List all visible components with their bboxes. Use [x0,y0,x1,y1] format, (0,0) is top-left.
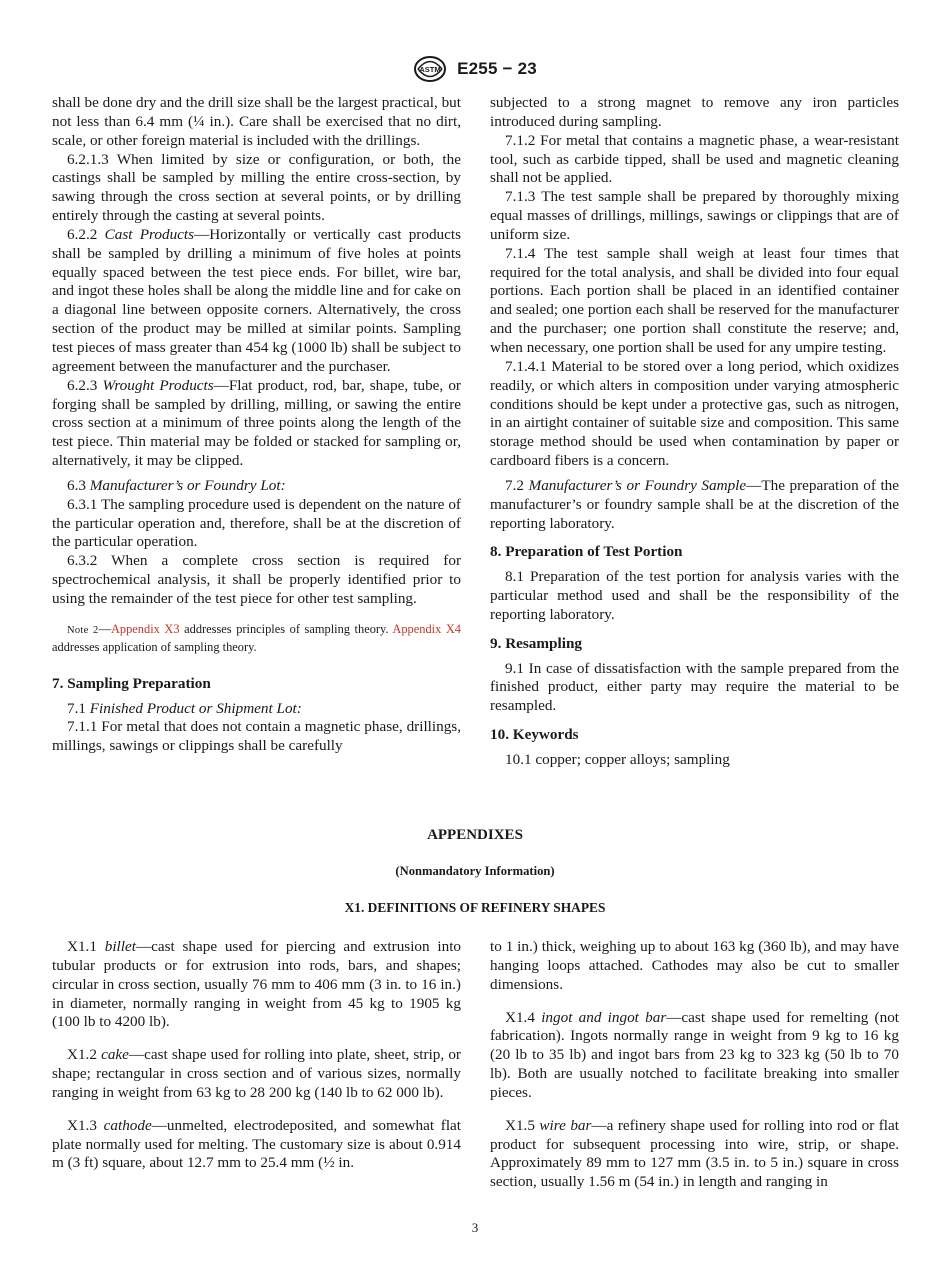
appendix-x3-link[interactable]: Appendix X3 [110,621,180,636]
paragraph-7-1-4: 7.1.4 The test sample shall weigh at least four times that required for the total analysis, and shall be divided into four equal portions. Each portion shall be placed in an identified container and sealed; one portion each shall be reserved for the manufacturer and the purchaser; one portion shall constitute the reserve; and, when necessary, one portion shall be used for any umpire testing. [490,244,899,356]
definition-x1-1: X1.1 billet—cast shape used for piercing and extrusion into tubular products or for extrusion into rods, bars, and shapes; circular in cross section, usually 76 mm to 406 mm (3 in. to 16 in.) in diameter, normally ranging in weight from 45 kg to 1905 kg (100 lb to 4200 lb). [52,938,462,1031]
paragraph-8-1: 8.1 Preparation of the test portion for analysis varies with the particular method used and shall be the responsibility of the reporting laboratory. [490,568,899,623]
paragraph-6-3-1: 6.3.1 The sampling procedure used is dependent on the nature of the particular operation and, therefore, shall be at the discretion of the particular operation. [52,495,461,551]
section-7-heading: 7. Sampling Preparation [52,674,211,692]
document-designation: E255 − 23 [457,59,537,78]
paragraph-6-3-2: 6.3.2 When a complete cross section is required for spectrochemical analysis, it shall be properly identified prior to using the remainder of the test piece for other test sampling. [52,552,461,607]
section-8-heading: 8. Preparation of Test Portion [490,543,683,561]
appendix-right-column [490,938,899,1192]
paragraph-6-2-1-3: 6.2.1.3 When limited by size or configuration, or both, the castings shall be sampled by milling the entire cross-section, by sawing through the cross section at several points, or by drilling entirely through the casting at several points. [52,150,461,225]
definition-x1-4: X1.4 ingot and ingot bar—cast shape used for remelting (not fabrication). Ingots normally range in weight from 9 kg to 16 kg (20 lb to 35 lb) and ingot bars from 23 kg to 323 kg (50 lb to 70 lb). Both are usually notched to facilitate breaking into smaller pieces. [490,1008,900,1101]
definition-x1-3: X1.3 cathode—unmelted, electrodeposited, and somewhat flat plate normally used for melting. The customary size is about 0.914 m (3 ft) square, about 12.7 mm to 25.4 mm (½ in. [52,1116,461,1172]
appendix-x4-link[interactable]: Appendix X4 [392,621,461,636]
paragraph: subjected to a strong magnet to remove any iron particles introduced during sampling. [490,94,899,130]
paragraph-7-1-3: 7.1.3 The test sample shall be prepared by thoroughly mixing equal masses of drillings, millings, sawings or clippings that are of uniform size. [490,188,899,243]
astm-logo-icon [413,56,447,82]
right-column [490,94,899,770]
paragraph-10-1: 10.1 copper; copper alloys; sampling [505,751,730,768]
paragraph-7-1-2: 7.1.2 For metal that contains a magnetic phase, a wear-resistant tool, such as carbide tipped, shall be used and magnetic cleaning shall not be applied. [490,131,899,187]
definition-x1-3-continued: to 1 in.) thick, weighing up to about 163 kg (360 lb), and may have hanging loops attached. Cathodes may also be cut to smaller dimensions. [490,938,899,993]
paragraph-7-1: 7.1 Finished Product or Shipment Lot: [67,699,302,717]
paragraph-6-2-3: 6.2.3 Wrought Products—Flat product, rod, bar, shape, tube, or forging shall be sampled by drilling, milling, or sawing the entire cross section at a minimum of three points along the length of the test piece. Thin material may be folded or stacked for sampling or, alternatively, it may be clipped. [52,376,461,470]
paragraph-7-2: 7.2 Manufacturer’s or Foundry Sample—The preparation of the manufacturer’s or foundry sample shall be at the discretion of the reporting laboratory. [490,476,900,532]
x1-heading: X1. DEFINITIONS OF REFINERY SHAPES [344,900,606,915]
paragraph-9-1: 9.1 In case of dissatisfaction with the sample prepared from the finished product, either party may require the material to be resampled. [490,659,899,715]
paragraph: shall be done dry and the drill size shall be the largest practical, but not less than 6.4 mm (¼ in.). Care shall be exercised that no dirt, scale, or other foreign material is included with the drillings. [52,94,461,149]
appendixes-title: APPENDIXES [427,827,523,843]
definition-x1-2: X1.2 cake—cast shape used for rolling into plate, sheet, strip, or shape; rectangular in cross section and of various sizes, normally ranging in weight from 63 kg to 28 200 kg (140 lb to 62 000 lb). [52,1046,461,1101]
section-10-heading: 10. Keywords [490,726,579,744]
page-number: 3 [471,1220,479,1235]
logo-text: ASTM [419,65,441,74]
definition-x1-5: X1.5 wire bar—a refinery shape used for rolling into rod or flat product for subsequent processing into wire, strip, or shape. Approximately 89 mm to 127 mm (3.5 in. to 5 in.) square in cross section, usually 1.56 m (54 in.) in length and ranging in [490,1116,899,1191]
paragraph-6-2-2: 6.2.2 Cast Products—Horizontally or vertically cast products shall be sampled by drilling a minimum of five holes at points equally spaced between the test piece ends. For billet, wire bar, and ingot these holes shall be along the middle line and for cake on a diagonal line between opposite corners. Alternatively, the cross section of the product may be milled at similar points. Sampling test pieces of mass greater than 454 kg (1000 lb) shall be subject to agreement between the manufacturer and the purchaser. [52,225,461,375]
section-9-heading: 9. Resampling [490,634,582,652]
left-column [52,94,461,756]
page-header [0,56,950,82]
note-2: Note 2—Appendix X3 addresses principles of sampling theory. Appendix X4 addresses application of sampling theory. [52,621,461,654]
paragraph-7-1-1: 7.1.1 For metal that does not contain a magnetic phase, drillings, millings, sawings or clippings shall be carefully [52,718,461,755]
appendixes-subtitle: (Nonmandatory Information) [395,864,555,878]
paragraph-6-3: 6.3 Manufacturer’s or Foundry Lot: [67,476,286,494]
paragraph-7-1-4-1: 7.1.4.1 Material to be stored over a long period, which oxidizes readily, or which alters in composition under varying atmospheric conditions should be kept under a protective gas, such as nitrogen, in an airtight container of suitable size and composition. This same storage method should be used when contamination by paper or cardboard fibers is a concern. [490,357,899,470]
appendix-left-column [52,938,461,1173]
